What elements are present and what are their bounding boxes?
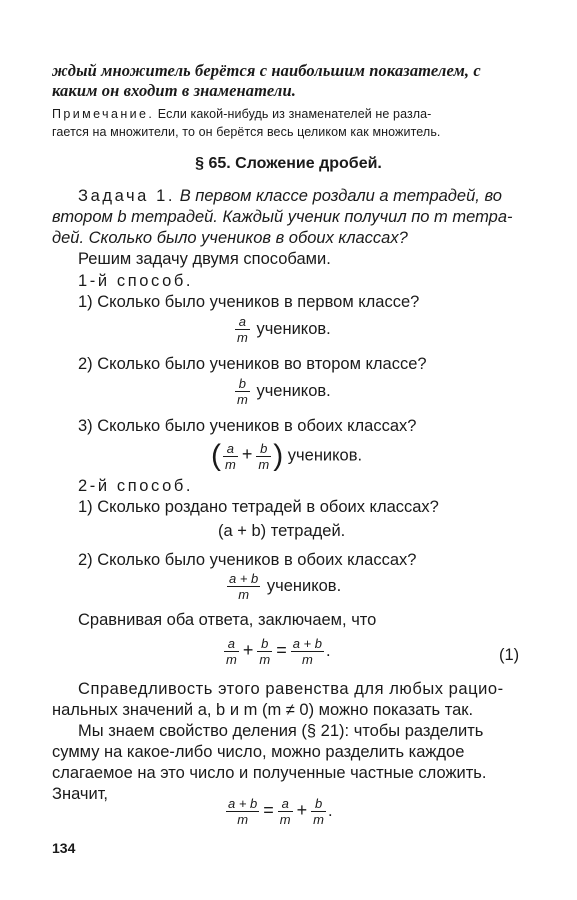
method1-question-2: 2) Сколько было учеников во втором классе?: [78, 355, 427, 373]
solve-intro: Решим задачу двумя способами.: [78, 250, 331, 268]
fraction-a-plus-b-over-m: $\frac{a + b}{m}$: [292, 636, 322, 667]
method1-answer-3: [211, 439, 362, 473]
fraction-b-over-m: $\frac{b}{m}$: [237, 376, 248, 407]
task-lead: Задача 1.: [78, 187, 176, 205]
plus-sign: +: [242, 639, 254, 660]
property-line-1: Мы знаем свойство деления (§ 21): чтобы разделить: [78, 722, 484, 740]
note-line-1: [52, 107, 431, 121]
task-line-2: втором b тетрадей. Каждый ученик получил по m тетра-: [52, 208, 513, 226]
fraction-a-plus-b-over-m: $\frac{a + b}{m}$: [229, 571, 259, 602]
equals-sign: =: [263, 799, 274, 820]
method1-question-3: 3) Сколько было учеников в обоих классах?: [78, 417, 417, 435]
property-line-2: сумму на какое-либо число, можно разделить каждое: [52, 743, 465, 761]
page-number: 134: [52, 840, 76, 856]
note-line-1-rest: Если какой-нибудь из знаменателей не разла-: [154, 107, 432, 121]
method2-answer-2: [225, 572, 341, 601]
continuation-line-1: ждый множитель берётся с наибольшим показателем, с: [52, 61, 481, 80]
note-line-2: гается на множители, то он берётся весь целиком как множитель.: [52, 125, 441, 139]
method1-answer-2: [233, 377, 331, 406]
method2-question-1: 1) Сколько роздано тетрадей в обоих классах?: [78, 498, 439, 516]
equation-number: (1): [499, 646, 520, 664]
fraction-a-over-m: $\frac{a}{m}$: [225, 440, 236, 472]
equals-sign: =: [276, 639, 287, 660]
task-line-1: [78, 187, 502, 206]
open-paren: (: [211, 439, 221, 472]
method2-label: 2-й способ.: [78, 477, 194, 495]
task-line-3: дей. Сколько было учеников в обоих классах?: [52, 229, 408, 247]
task-line-1-rest: В первом классе роздали a тетрадей, во: [175, 187, 502, 205]
property-line-3: слагаемое на это число и полученные частные сложить.: [52, 764, 487, 782]
answer-3-text: учеников.: [287, 446, 363, 465]
plus-sign: +: [296, 799, 308, 820]
answer-2-text: учеников.: [256, 381, 331, 400]
section-title: § 65. Сложение дробей.: [195, 155, 382, 172]
note-lead: Примечание.: [52, 107, 155, 121]
method2-answer-1: (a + b) тетрадей.: [218, 522, 346, 540]
fraction-b-over-m: $\frac{b}{m}$: [259, 636, 271, 667]
fraction-a-over-m: $\frac{a}{m}$: [226, 636, 237, 667]
equation-1: $\frac{a}{m}$ + $\frac{b}{m}$ = $\frac{a + b}{m}$ .: [226, 636, 331, 667]
justify-line-2: нальных значений a, b и m (m ≠ 0) можно показать так.: [52, 701, 474, 719]
method2-question-2: 2) Сколько было учеников в обоих классах?: [78, 551, 417, 569]
fraction-a-over-m: $\frac{a}{m}$: [279, 796, 291, 827]
answer-2b-text: учеников.: [266, 576, 342, 595]
compare-line: Сравнивая оба ответа, заключаем, что: [78, 611, 377, 629]
fraction-a-plus-b-over-m: $\frac{a + b}{m}$: [228, 796, 258, 827]
method1-answer-1: [233, 315, 331, 344]
justify-line-1: Справедливость этого равенства для любых рацио-: [78, 680, 504, 698]
property-line-4: Значит,: [52, 785, 109, 803]
close-paren: ): [273, 439, 284, 472]
fraction-a-over-m: $\frac{a}{m}$: [237, 314, 248, 345]
method1-label: 1-й способ.: [78, 272, 194, 290]
fraction-b-over-m: $\frac{b}{m}$: [313, 796, 324, 827]
plus-sign: +: [241, 444, 253, 465]
method1-question-1: 1) Сколько было учеников в первом классе?: [78, 293, 420, 311]
answer-1-text: учеников.: [256, 319, 331, 338]
continuation-line-2: каким он входит в знаменатели.: [52, 81, 296, 100]
fraction-b-over-m: $\frac{b}{m}$: [258, 440, 270, 472]
equation-2: $\frac{a + b}{m}$ = $\frac{a}{m}$ + $\frac{b}{m}$ .: [228, 796, 333, 827]
